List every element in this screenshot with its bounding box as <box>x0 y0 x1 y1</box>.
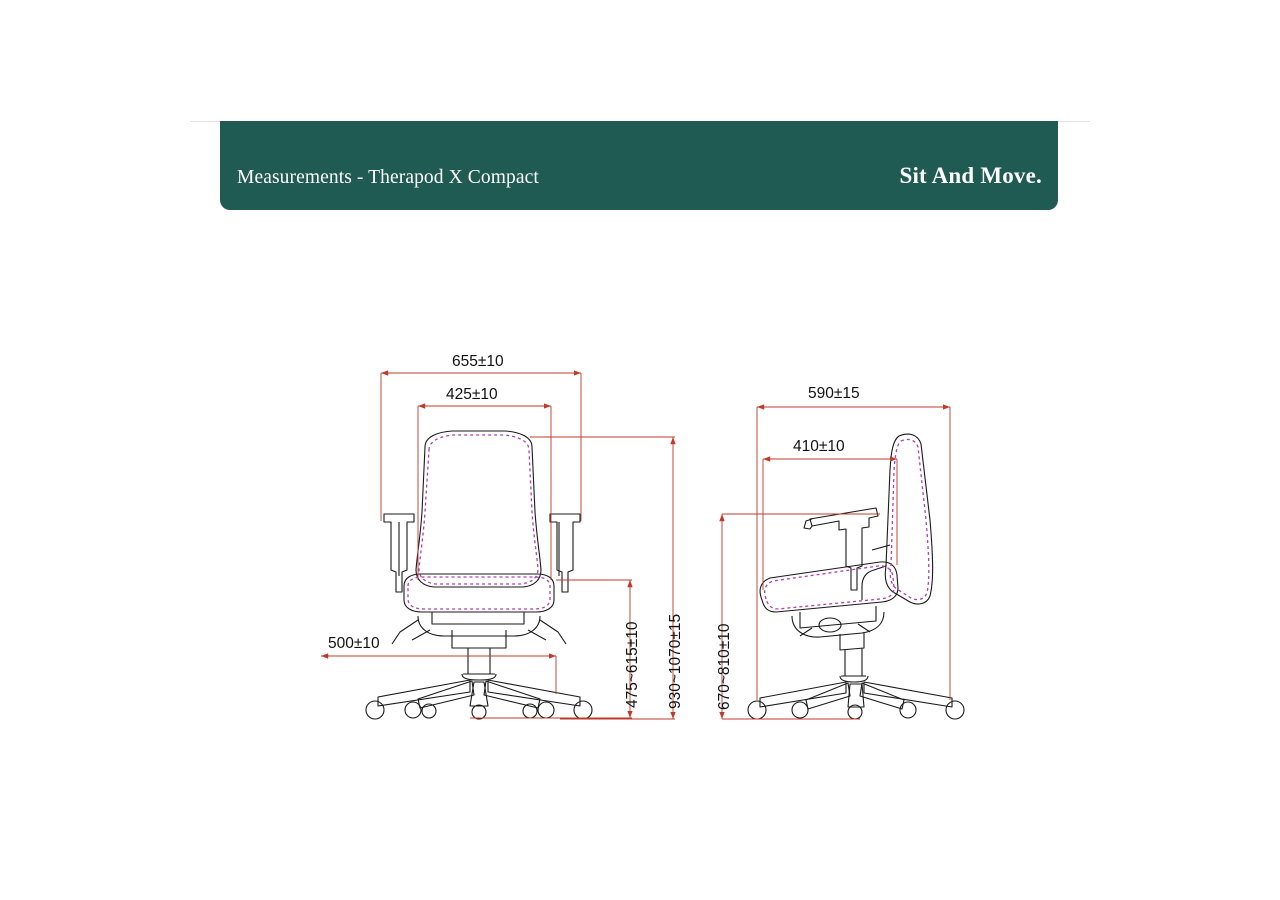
front-view-upholstery-outline <box>408 435 550 609</box>
front-view-dimension-lines <box>321 373 675 719</box>
dim-label-front-seat-height: 475~615±10 <box>624 621 641 708</box>
front-view-chair <box>366 431 592 719</box>
dim-label-side-overall-depth: 590±15 <box>808 385 860 402</box>
dim-label-side-seat-depth: 410±10 <box>793 438 845 455</box>
dim-label-front-overall-width: 655±10 <box>452 353 504 370</box>
dim-label-front-base-width: 500±10 <box>328 635 380 652</box>
side-view-chair <box>748 434 964 719</box>
dim-label-front-seat-width: 425±10 <box>446 386 498 403</box>
dim-label-front-overall-height: 930~1070±15 <box>667 613 684 709</box>
dim-label-side-back-height: 670~810±10 <box>716 623 733 710</box>
page-title: Measurements - Therapod X Compact <box>237 167 539 188</box>
side-view-upholstery-outline <box>765 439 929 609</box>
brand-logo-text: Sit And Move. <box>899 163 1042 188</box>
